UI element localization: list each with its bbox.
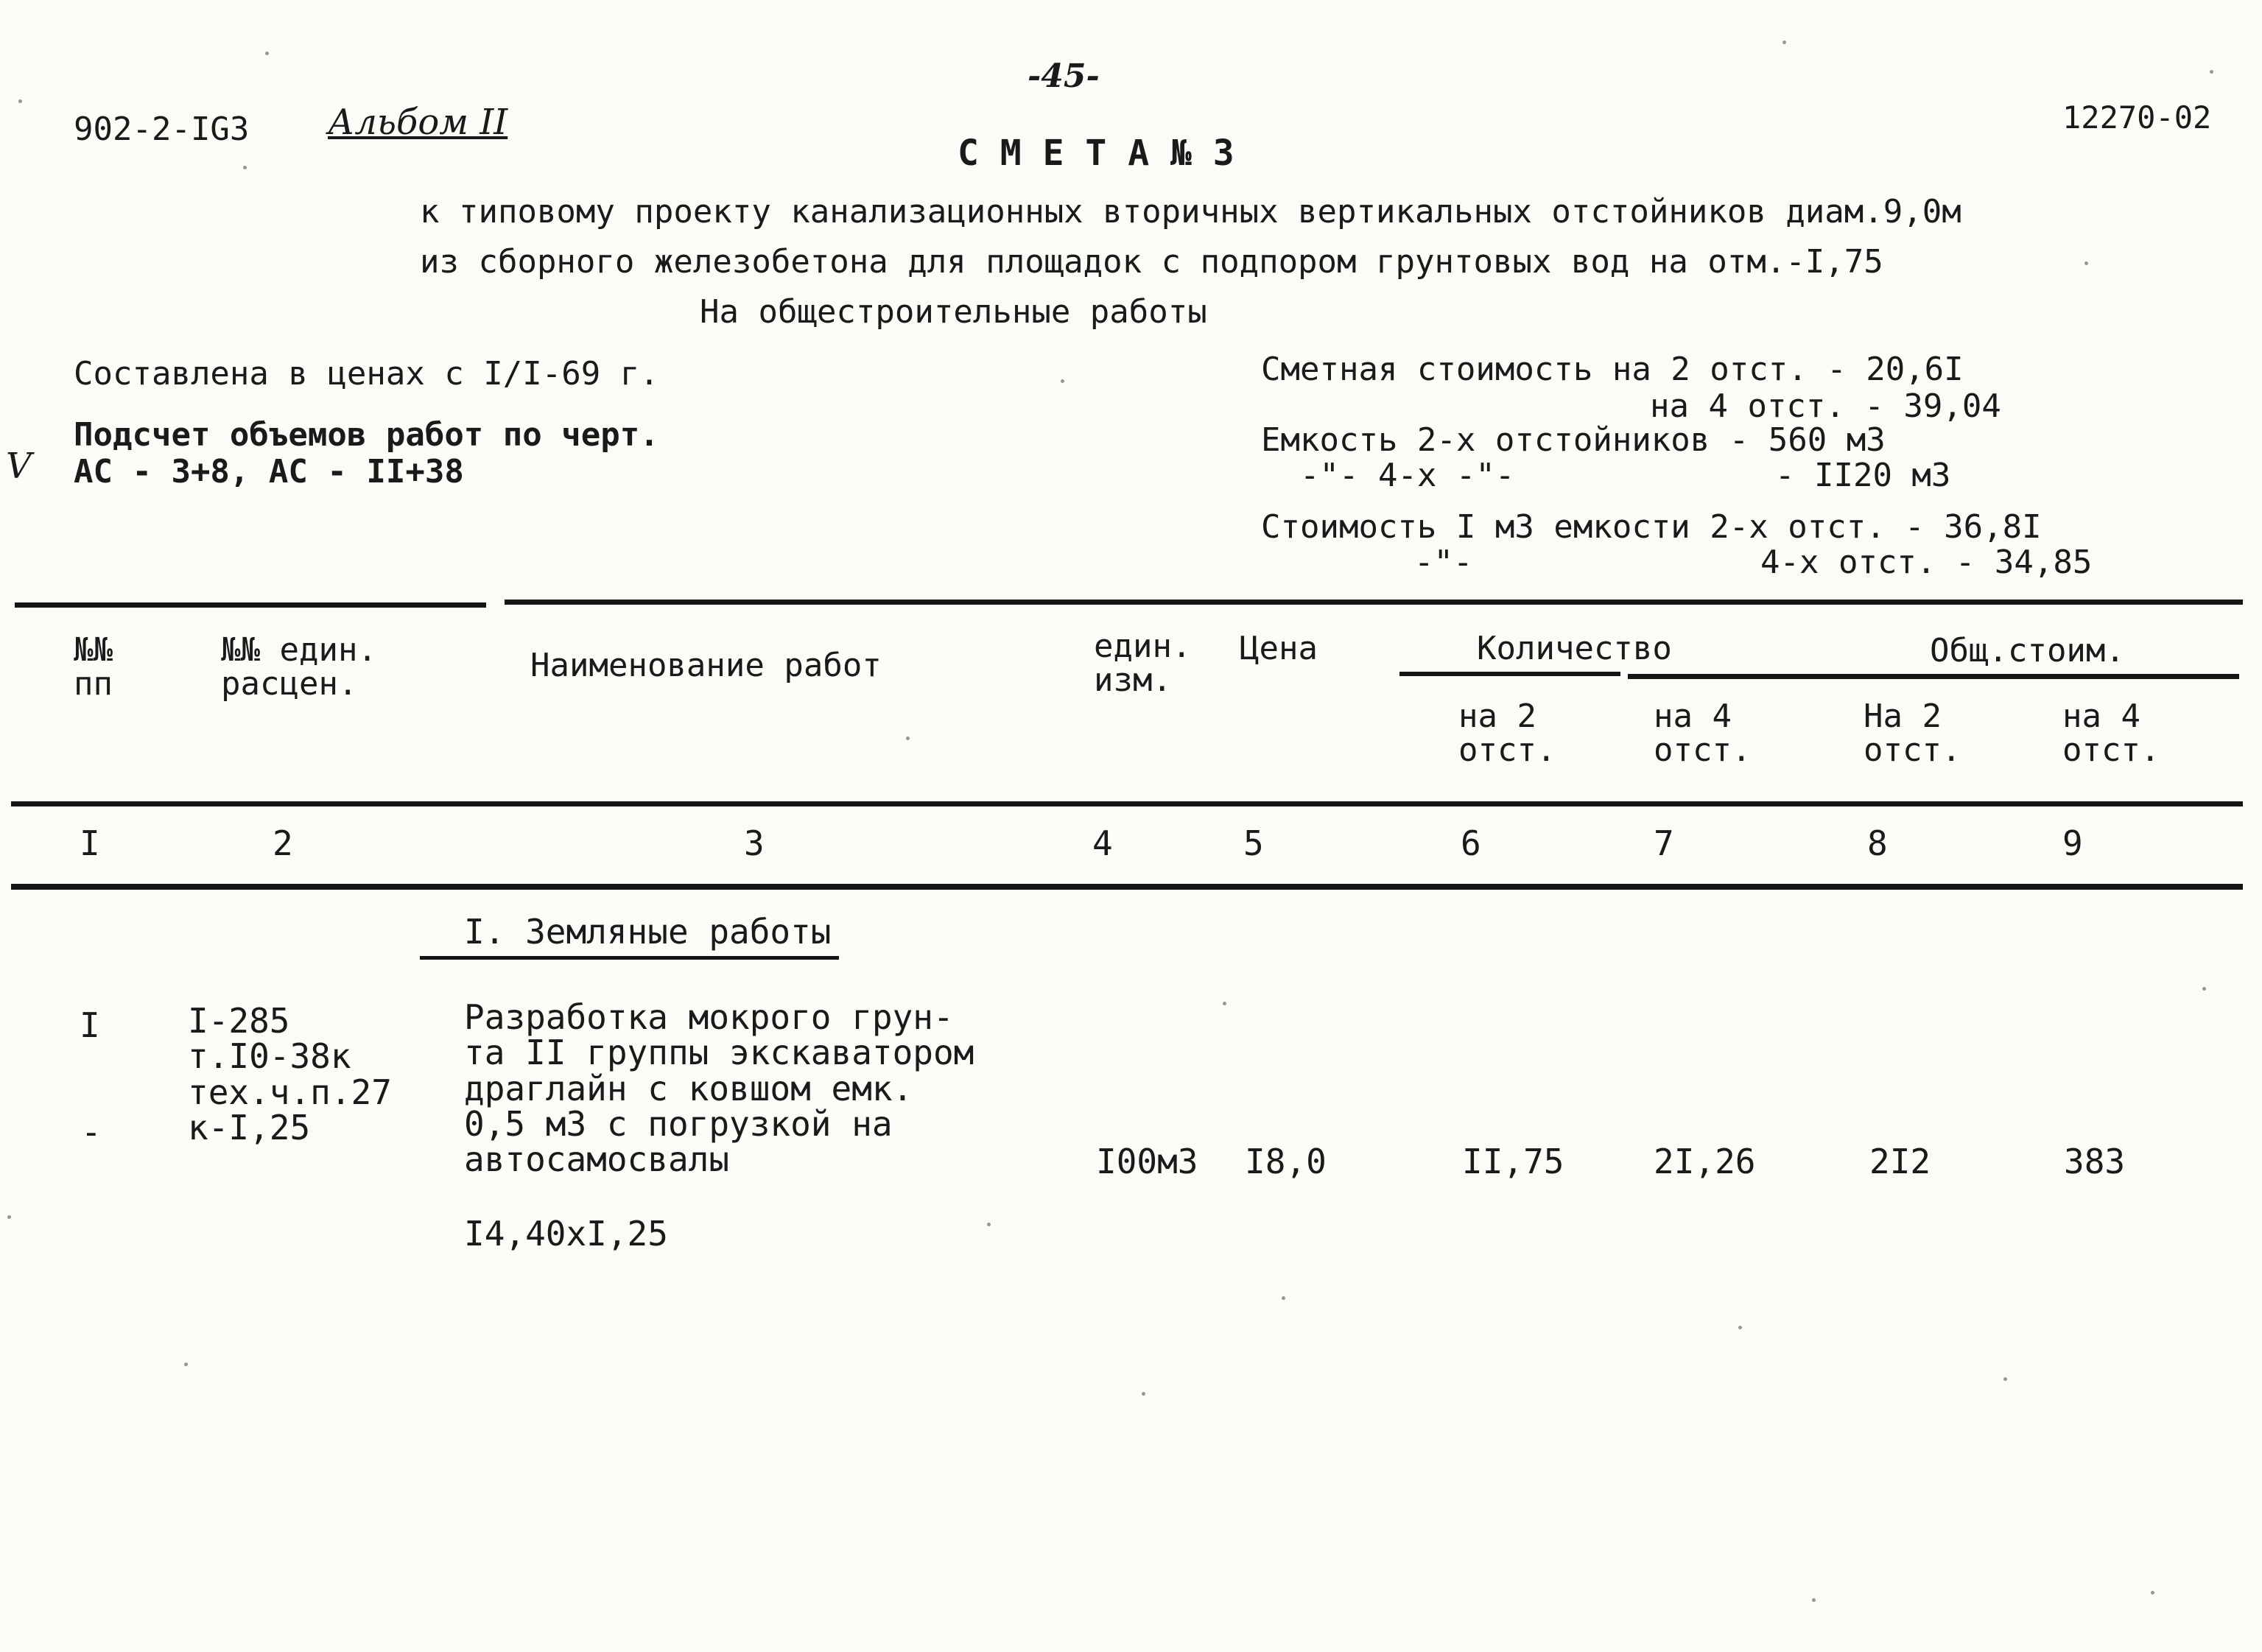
page-number: -45- (1028, 57, 1100, 95)
column-number-5: 5 (1243, 823, 1264, 863)
scan-speck (18, 99, 22, 103)
document-title: С М Е Т А № 3 (958, 133, 1234, 174)
document-code: 902-2-IG3 (74, 110, 250, 148)
header-qty-4: на 4 отст. (1654, 697, 1752, 770)
column-number-1: I (80, 823, 100, 863)
estimated-cost-2: Сметная стоимость на 2 отст. - 20,6I (1261, 351, 1964, 388)
row-price: I8,0 (1245, 1142, 1327, 1181)
header-cost-4: на 4 отст. (2062, 697, 2160, 770)
volume-note-line-1: Подсчет объемов работ по черт. (74, 416, 659, 454)
scan-speck (7, 1215, 11, 1219)
header-qty-2: на 2 отст. (1458, 697, 1556, 770)
capacity-2: Емкость 2-х отстойников - 560 м3 (1261, 421, 1886, 459)
column-number-3: 3 (744, 823, 765, 863)
scan-speck (1738, 1326, 1742, 1329)
column-number-7: 7 (1654, 823, 1674, 863)
album-label: Альбом II (328, 102, 508, 143)
header-rate-ref: №№ един. расцен. (221, 631, 377, 703)
quantity-group-rule (1399, 672, 1620, 676)
scan-speck (2003, 1377, 2007, 1381)
row-cost-4: 383 (2064, 1142, 2126, 1181)
scan-speck (987, 1223, 991, 1226)
scan-speck (1282, 1296, 1285, 1300)
scan-speck (1223, 1002, 1226, 1005)
header-bottom-rule (11, 801, 2243, 806)
scan-speck (1061, 379, 1064, 383)
row-calculation: I4,40xI,25 (464, 1214, 668, 1254)
subtitle-line-1: к типовому проекту канализационных вторичных вертикальных отстойников диам.9,0м (420, 193, 1961, 231)
column-number-8: 8 (1867, 823, 1888, 863)
header-row-number: №№ пп (74, 631, 113, 703)
capacity-4: - II20 м3 (1775, 457, 1951, 494)
scan-speck (1782, 41, 1786, 44)
unit-cost-4-ditto: -"- (1414, 544, 1473, 581)
header-price: Цена (1240, 630, 1318, 667)
capacity-4-ditto: -"- 4-х -"- (1300, 457, 1515, 494)
column-number-2: 2 (273, 823, 293, 863)
row-unit: I00м3 (1096, 1142, 1198, 1181)
cost-group-rule (1628, 674, 2239, 679)
scan-speck (2202, 987, 2206, 991)
scan-speck (2210, 70, 2213, 74)
section-title: I. Земляные работы (420, 912, 839, 960)
scan-speck (1812, 1598, 1816, 1602)
row-work-name: Разработка мокрого грун- та II группы экскаватором драглайн с ковшом емк. 0,5 м3 с погрузкой на автосамосвалы (464, 997, 974, 1180)
margin-check-mark: V (6, 446, 32, 487)
header-unit: един. изм. (1094, 628, 1192, 700)
scan-speck (906, 737, 910, 740)
scan-speck (2151, 1591, 2154, 1595)
scan-speck (243, 166, 247, 169)
row-rate-ref: I-285 т.I0-38к тех.ч.п.27 к-I,25 (188, 1001, 392, 1147)
volume-note-line-2: АС - 3+8, АС - II+38 (74, 453, 464, 491)
row-dash: - (81, 1112, 102, 1152)
estimated-cost-4: на 4 отст. - 39,04 (1650, 387, 2001, 425)
header-cost-group: Общ.стоим. (1930, 632, 2125, 669)
column-number-9: 9 (2062, 823, 2083, 863)
header-work-name: Наименование работ (530, 647, 882, 684)
row-qty-4: 2I,26 (1654, 1142, 1756, 1181)
row-cost-2: 2I2 (1869, 1142, 1931, 1181)
header-quantity-group: Количество (1477, 630, 1672, 667)
column-number-6: 6 (1461, 823, 1481, 863)
row-qty-2: II,75 (1462, 1142, 1564, 1181)
scan-speck (265, 52, 269, 55)
prices-note: Составлена в ценах с I/I-69 г. (74, 355, 659, 393)
unit-cost-2: Стоимость I м3 емкости 2-х отст. - 36,8I (1261, 508, 2042, 546)
column-number-4: 4 (1092, 823, 1113, 863)
sheet-code: 12270-02 (2062, 99, 2212, 136)
header-cost-2: На 2 отст. (1864, 697, 1961, 770)
table-top-rule-left (15, 602, 486, 608)
subtitle-line-2: из сборного железобетона для площадок с подпором грунтовых вод на отм.-I,75 (420, 243, 1883, 281)
scan-speck (1142, 1392, 1145, 1396)
unit-cost-4: 4-х отст. - 34,85 (1760, 544, 2093, 581)
scan-speck (2084, 261, 2088, 265)
row-number: I (80, 1005, 100, 1045)
table-top-rule-right (505, 600, 2243, 605)
subtitle-line-3: На общестроительные работы (700, 293, 1207, 331)
scan-speck (184, 1363, 188, 1366)
column-numbers-bottom-rule (11, 884, 2243, 890)
